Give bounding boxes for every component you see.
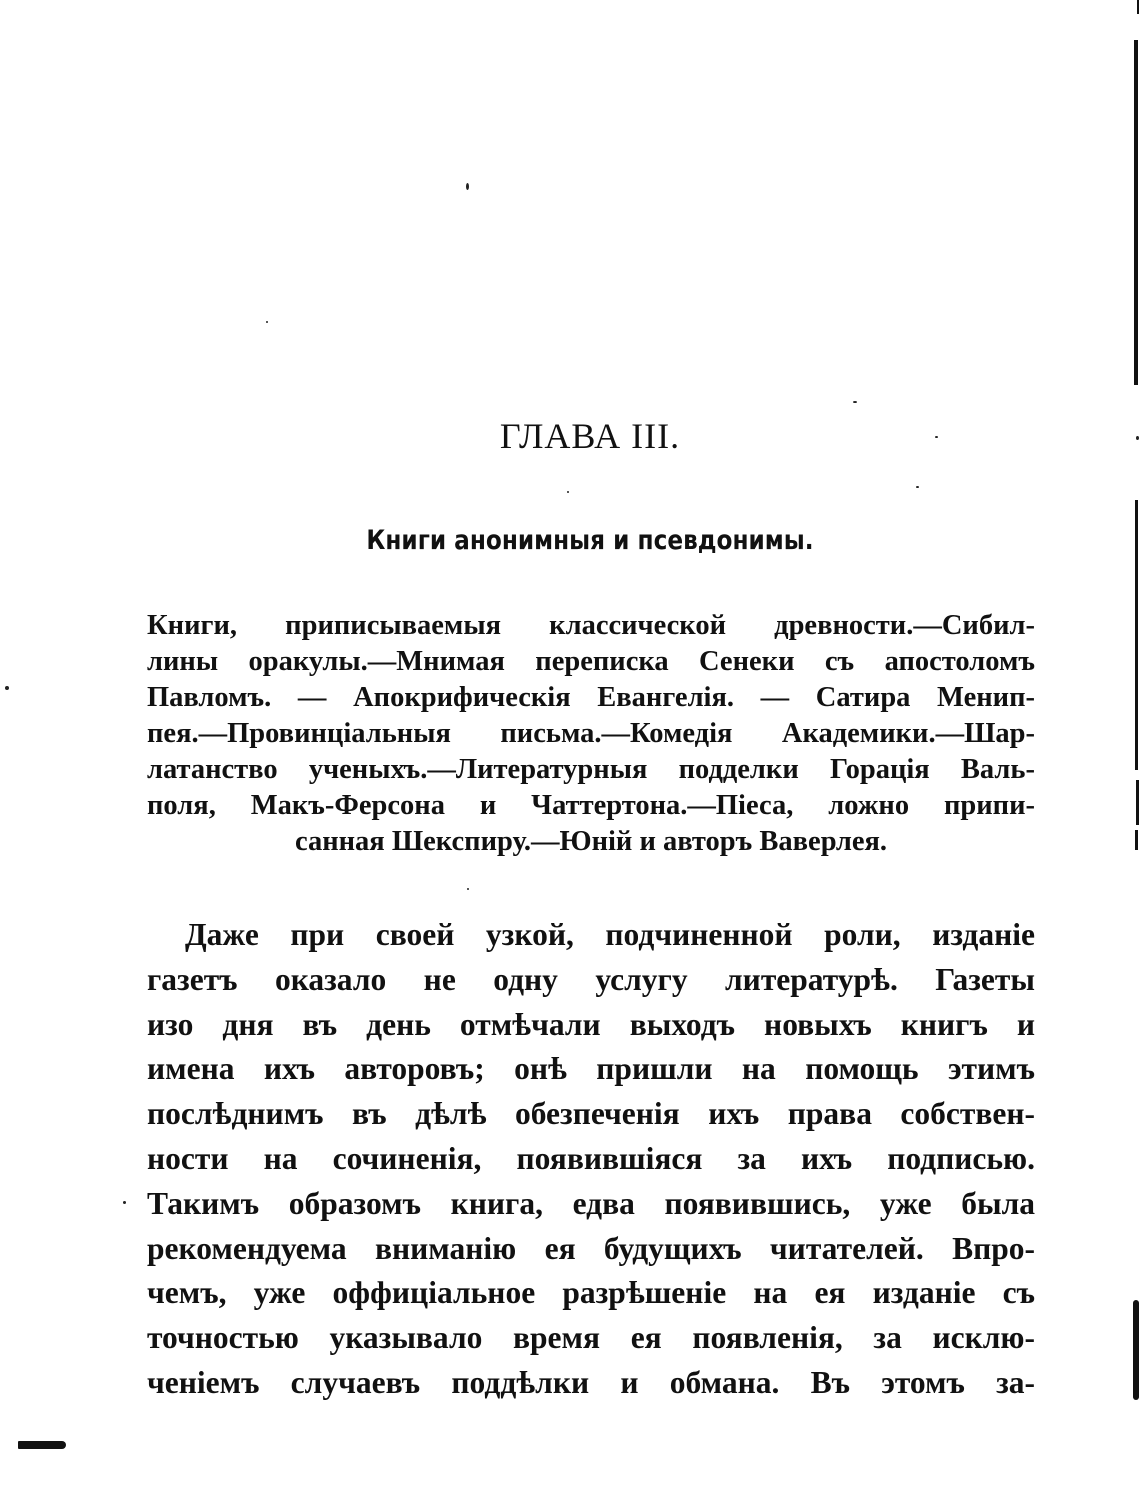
body-line: имена ихъ авторовъ; онѣ пришли на помощь этимъ: [147, 1051, 1035, 1087]
scan-speck: [1136, 436, 1139, 440]
body-line: Даже при своей узкой, подчиненной роли, изданіе: [185, 917, 1035, 952]
scan-speck: [5, 686, 9, 690]
body-line: ченіемъ случаевъ поддѣлки и обмана. Въ этомъ за-: [147, 1364, 1035, 1400]
scan-speck: [935, 436, 938, 438]
scan-speck: [466, 183, 469, 190]
body-line: ности на сочиненія, появившіяся за ихъ подписью.: [147, 1140, 1035, 1176]
scan-edge-mark: [1136, 780, 1139, 825]
scan-speck: [266, 321, 268, 323]
scan-speck: [916, 486, 919, 488]
summary-line: латанство ученыхъ.—Литературныя подделки Горація Валь-: [147, 754, 1035, 785]
summary-line: Книги, приписываемыя классической древности.—Сибил-: [147, 610, 1035, 641]
body-line: чемъ, уже оффиціальное разрѣшеніе на ея изданіе съ: [147, 1275, 1035, 1311]
summary-line: лины оракулы.—Мнимая переписка Сенеки съ апостоломъ: [147, 646, 1035, 677]
scan-edge-mark: [1135, 500, 1138, 770]
scan-edge-mark: [1137, 0, 1139, 14]
chapter-subtitle: Книги анонимныя и псевдонимы.: [366, 525, 814, 556]
scan-speck: [853, 401, 857, 403]
scan-edge-mark: [1134, 40, 1138, 385]
body-line: рекомендуема вниманію ея будущихъ читателей. Впро-: [147, 1230, 1035, 1266]
scan-speck: [123, 1201, 126, 1204]
scan-speck: [467, 888, 469, 890]
summary-line: пея.—Провинціальныя письма.—Комедія Академики.—Шар-: [147, 718, 1035, 749]
body-line: Такимъ образомъ книга, едва появившись, уже была: [147, 1185, 1035, 1221]
body-line: послѣднимъ въ дѣлѣ обезпеченія ихъ права собствен-: [147, 1096, 1035, 1132]
summary-line: Павломъ. — Апокрифическія Евангелія. — Сатира Менип-: [147, 682, 1035, 713]
chapter-title: ГЛАВА III.: [499, 416, 681, 456]
body-line: изо дня въ день отмѣчали выходъ новыхъ книгъ и: [147, 1006, 1035, 1042]
body-paragraph: [147, 913, 1035, 1406]
scan-edge-mark: [18, 1441, 66, 1449]
body-line: газетъ оказало не одну услугу литературѣ. Газеты: [147, 961, 1035, 997]
body-line: точностью указывало время ея появленія, за исклю-: [147, 1320, 1035, 1356]
scan-edge-mark: [1133, 1300, 1139, 1400]
scan-edge-mark: [1135, 830, 1138, 850]
summary-line: поля, Макъ-Ферсона и Чаттертона.—Піеса, ложно припи-: [147, 790, 1035, 821]
summary-line: санная Шекспиру.—Юній и авторъ Ваверлея.: [294, 826, 888, 857]
scan-speck: [567, 491, 569, 493]
chapter-summary: [147, 608, 1035, 860]
